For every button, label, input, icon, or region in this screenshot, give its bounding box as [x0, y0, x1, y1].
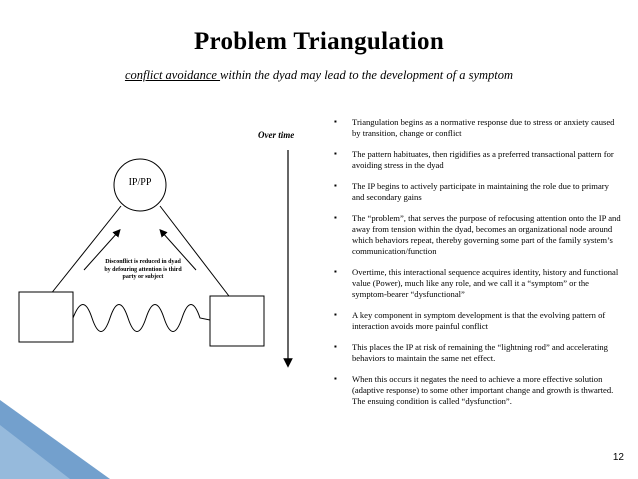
bullet-text: The pattern habituates, then rigidifies as a preferred transactional pattern for avoiding stress in the dyad — [352, 148, 614, 171]
bullet-icon: ▪ — [334, 180, 337, 190]
slide-subtitle — [0, 68, 638, 83]
bullet-icon: ▪ — [334, 310, 337, 320]
bullet-item — [334, 149, 622, 171]
bullet-item — [334, 213, 622, 258]
subtitle-rest: within the dyad may lead to the development of a symptom — [220, 68, 514, 82]
bullet-list — [334, 117, 622, 417]
center-note: Disconflict is reduced in dyad by defouring attention is third party or subject — [104, 259, 182, 280]
overtime-label: Over time — [258, 130, 295, 140]
bullet-text: Triangulation begins as a normative response due to stress or anxiety caused by transition, change or conflict — [352, 117, 615, 139]
bullet-icon: ▪ — [334, 267, 337, 277]
bullet-item — [334, 117, 622, 139]
bullet-item — [334, 374, 622, 408]
subtitle-underlined: conflict avoidance — [124, 68, 221, 82]
bullet-icon: ▪ — [334, 342, 337, 352]
bullet-icon: ▪ — [334, 117, 337, 126]
parent-box-left — [19, 292, 73, 342]
parent-box-right — [210, 296, 264, 346]
conflict-wave — [73, 305, 210, 332]
bullet-text: This places the IP at risk of remaining the “lightning rod” and accelerating behaviors to maintain the same net effect. — [352, 342, 608, 364]
bullet-text: The “problem”, that serves the purpose of refocusing attention onto the IP and away from tension within the dyad, becomes an organizational node around which behaviors repeat, thereby governing some part of the family system’s communication/function — [352, 212, 621, 257]
bullet-text: Overtime, this interactional sequence acquires identity, history and functional value (Power), much like any role, and we call it a “symptom” or the symptom-bearer “dysfunctional” — [352, 267, 619, 300]
slide-title: Problem Triangulation — [193, 28, 445, 55]
bullet-text: The IP begins to actively participate in maintaining the role due to primary and secondary gains — [352, 180, 609, 203]
page-number: 12 — [612, 452, 624, 463]
bullet-item — [334, 181, 622, 203]
triangle-right-side — [160, 206, 232, 300]
bullet-icon: ▪ — [334, 212, 337, 222]
bullet-icon: ▪ — [334, 148, 337, 158]
bullet-item — [334, 310, 622, 332]
bullet-item — [334, 267, 622, 301]
bullet-item — [334, 342, 622, 364]
bullet-text: When this occurs it negates the need to achieve a more effective solution (adaptive response) to some other important change and growth is thwarted. The ensuing condition is called “dysfunction”. — [352, 374, 614, 407]
triangle-left-side — [46, 206, 121, 300]
bullet-text: A key component in symptom development is that the evolving pattern of interaction avoids more painful conflict — [352, 310, 606, 332]
bullet-icon: ▪ — [334, 374, 337, 384]
ip-node-label: IP/PP — [128, 177, 152, 188]
